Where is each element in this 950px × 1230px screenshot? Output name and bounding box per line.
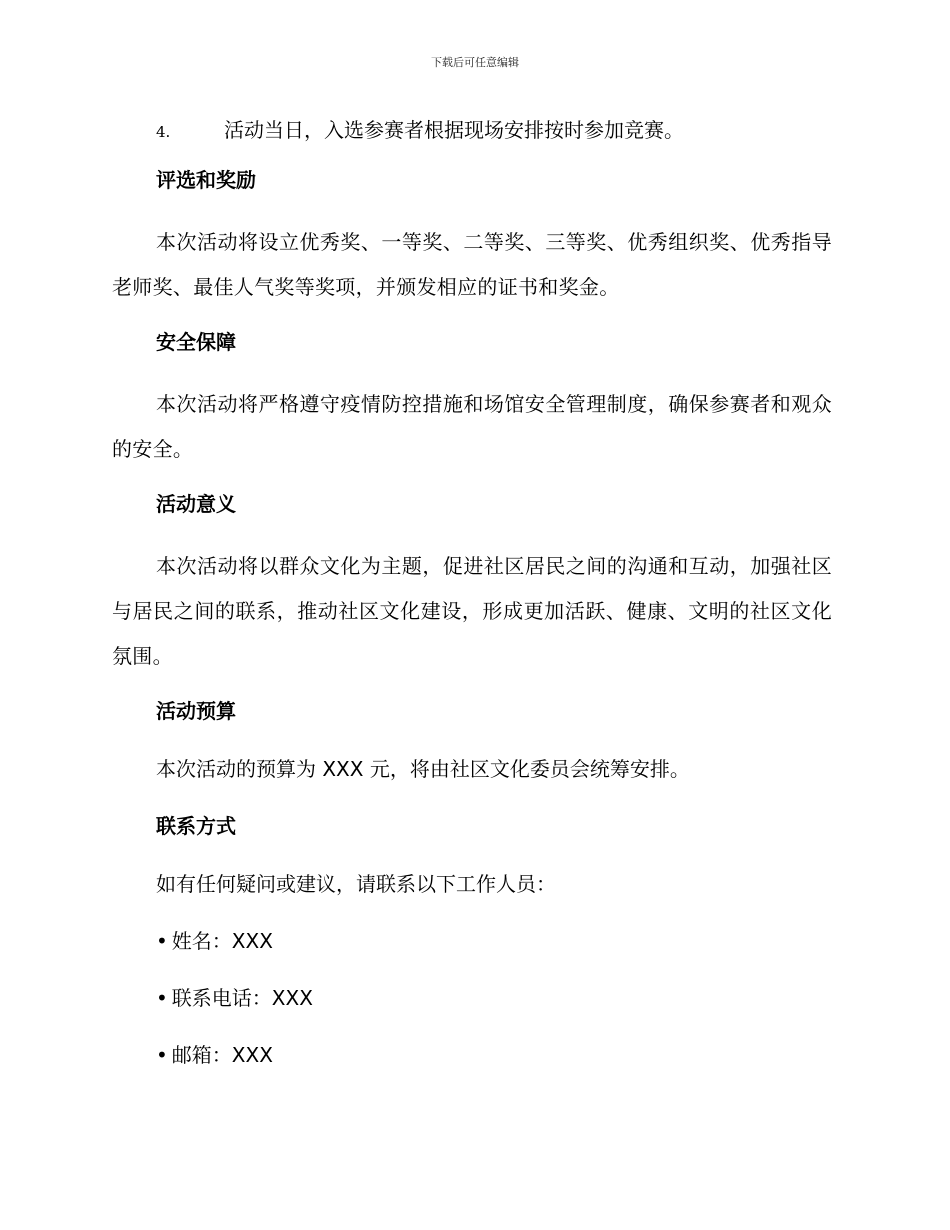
contact-intro: 如有任何疑问或建议，请联系以下工作人员：	[156, 872, 556, 896]
bullet-icon: •	[156, 1043, 168, 1067]
section-body-safety: 本次活动将严格遵守疫情防控措施和场馆安全管理制度，确保参赛者和观众的安全。	[112, 392, 832, 461]
section-heading-meaning: 活动意义	[156, 492, 236, 516]
section-heading-budget: 活动预算	[156, 699, 236, 723]
contact-item-email	[156, 1037, 832, 1073]
section-heading-awards: 评选和奖励	[156, 168, 256, 192]
bullet-icon: •	[156, 986, 168, 1010]
contact-item-phone	[156, 980, 832, 1016]
section-body-budget: 本次活动的预算为 XXX 元，将由社区文化委员会统筹安排。	[156, 757, 690, 781]
section-heading-contact: 联系方式	[156, 814, 236, 838]
item-number: 4.	[156, 123, 171, 141]
contact-item-text: 联系电话：XXX	[171, 986, 313, 1010]
section-body-awards: 本次活动将设立优秀奖、一等奖、二等奖、三等奖、优秀组织奖、优秀指导老师奖、最佳人气奖等奖项，并颁发相应的证书和奖金。	[112, 230, 832, 299]
item-text: 活动当日，入选参赛者根据现场安排按时参加竞赛。	[224, 118, 684, 142]
contact-item-text: 邮箱：XXX	[171, 1043, 273, 1067]
section-heading-safety: 安全保障	[156, 330, 236, 354]
contact-item-name	[156, 923, 832, 959]
contact-item-text: 姓名：XXX	[171, 929, 273, 953]
page-header-note: 下载后可任意编辑	[431, 56, 519, 69]
section-body-meaning: 本次活动将以群众文化为主题，促进社区居民之间的沟通和互动，加强社区与居民之间的联系，推动社区文化建设，形成更加活跃、健康、文明的社区文化氛围。	[112, 554, 832, 668]
bullet-icon: •	[156, 929, 168, 953]
numbered-item-4	[156, 112, 832, 150]
document-body	[112, 112, 832, 1094]
